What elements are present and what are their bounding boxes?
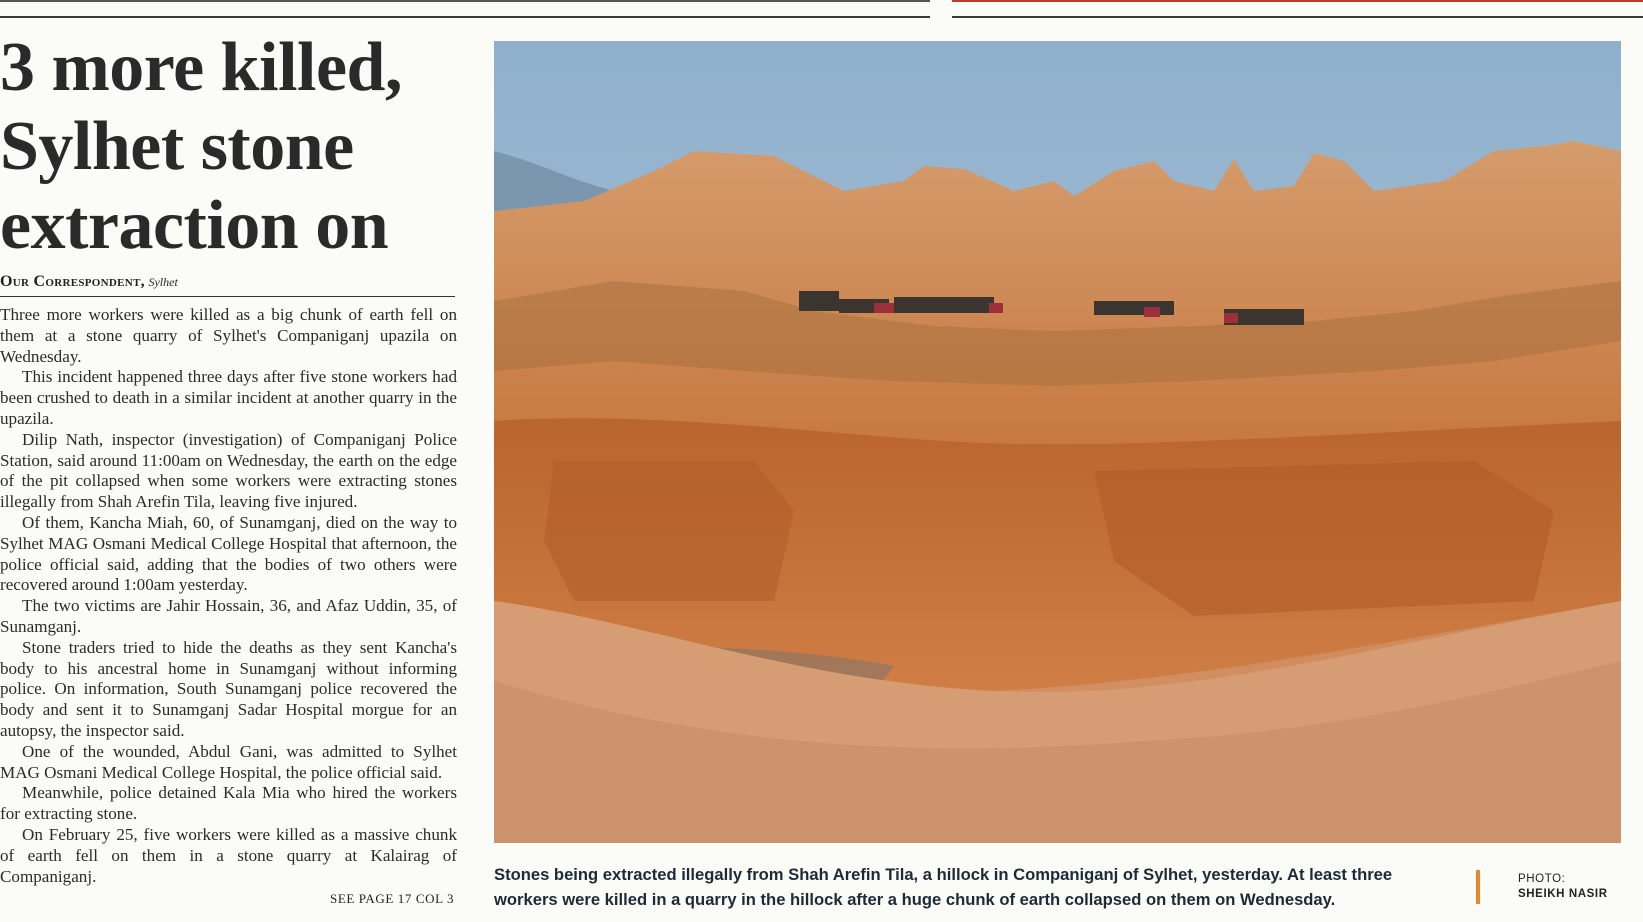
story-paragraph: This incident happened three days after five stone workers had been crushed to death in a similar incident at another quarry in the upazila. (0, 367, 457, 428)
photo-credit-label: PHOTO: (1518, 873, 1566, 885)
top-rule-left (0, 0, 930, 2)
story-paragraph: On February 25, five workers were killed as a massive chunk of earth fell on them in a stone quarry at Kalairag of Companiganj. (0, 824, 457, 886)
story-paragraph: Dilip Nath, inspector (investigation) of Companiganj Police Station, said around 11:00am on Wednesday, the earth on the edge of the pit collapsed when some workers were extracting stones illegally from Shah Arefin Tila, leaving five injured. (0, 429, 457, 512)
section-rule-left (0, 16, 930, 18)
story-paragraph: One of the wounded, Abdul Gani, was admitted to Sylhet MAG Osmani Medical College Hospital, the police official said. (0, 741, 457, 782)
photo-credit (1518, 872, 1608, 902)
story-body (0, 305, 457, 887)
continued-on-page: SEE PAGE 17 COL 3 (330, 891, 455, 906)
byline-correspondent: Our Correspondent, (0, 273, 145, 290)
top-rule-right-red (952, 0, 1643, 2)
photo-caption: Stones being extracted illegally from Shah Arefin Tila, a hillock in Companiganj of Sylhet, yesterday. At least three workers were killed in a quarry in the hillock after a huge chunk of earth collapsed on them on Wednesday. (494, 865, 1393, 909)
quarry-photo (494, 41, 1621, 843)
story-paragraph: Three more workers were killed as a big chunk of earth fell on them at a stone quarry of Sylhet's Companiganj upazila on Wednesday. (0, 305, 457, 366)
photo-credit-name: SHEIKH NASIR (1518, 888, 1608, 900)
story-paragraph: Meanwhile, police detained Kala Mia who hired the workers for extracting stone. (0, 783, 457, 824)
byline (0, 273, 455, 297)
section-rule-right (952, 16, 1643, 18)
credit-accent-bar (1476, 870, 1480, 904)
byline-place: Sylhet (148, 275, 178, 289)
story-paragraph: Stone traders tried to hide the deaths as they sent Kancha's body to his ancestral home in Sunamganj without informing police. On information, South Sunamganj police recovered the body and sent it to Sunamganj Sadar Hospital morgue for an autopsy, the inspector said. (0, 637, 457, 740)
story-paragraph: Of them, Kancha Miah, 60, of Sunamganj, died on the way to Sylhet MAG Osmani Medical College Hospital that afternoon, the police official said, adding that the bodies of two others were recovered around 1:00am yesterday. (0, 512, 457, 595)
story-paragraph: The two victims are Jahir Hossain, 36, and Afaz Uddin, 35, of Sunamganj. (0, 596, 457, 636)
headline: 3 more killed, Sylhet stone extraction on (0, 29, 402, 264)
